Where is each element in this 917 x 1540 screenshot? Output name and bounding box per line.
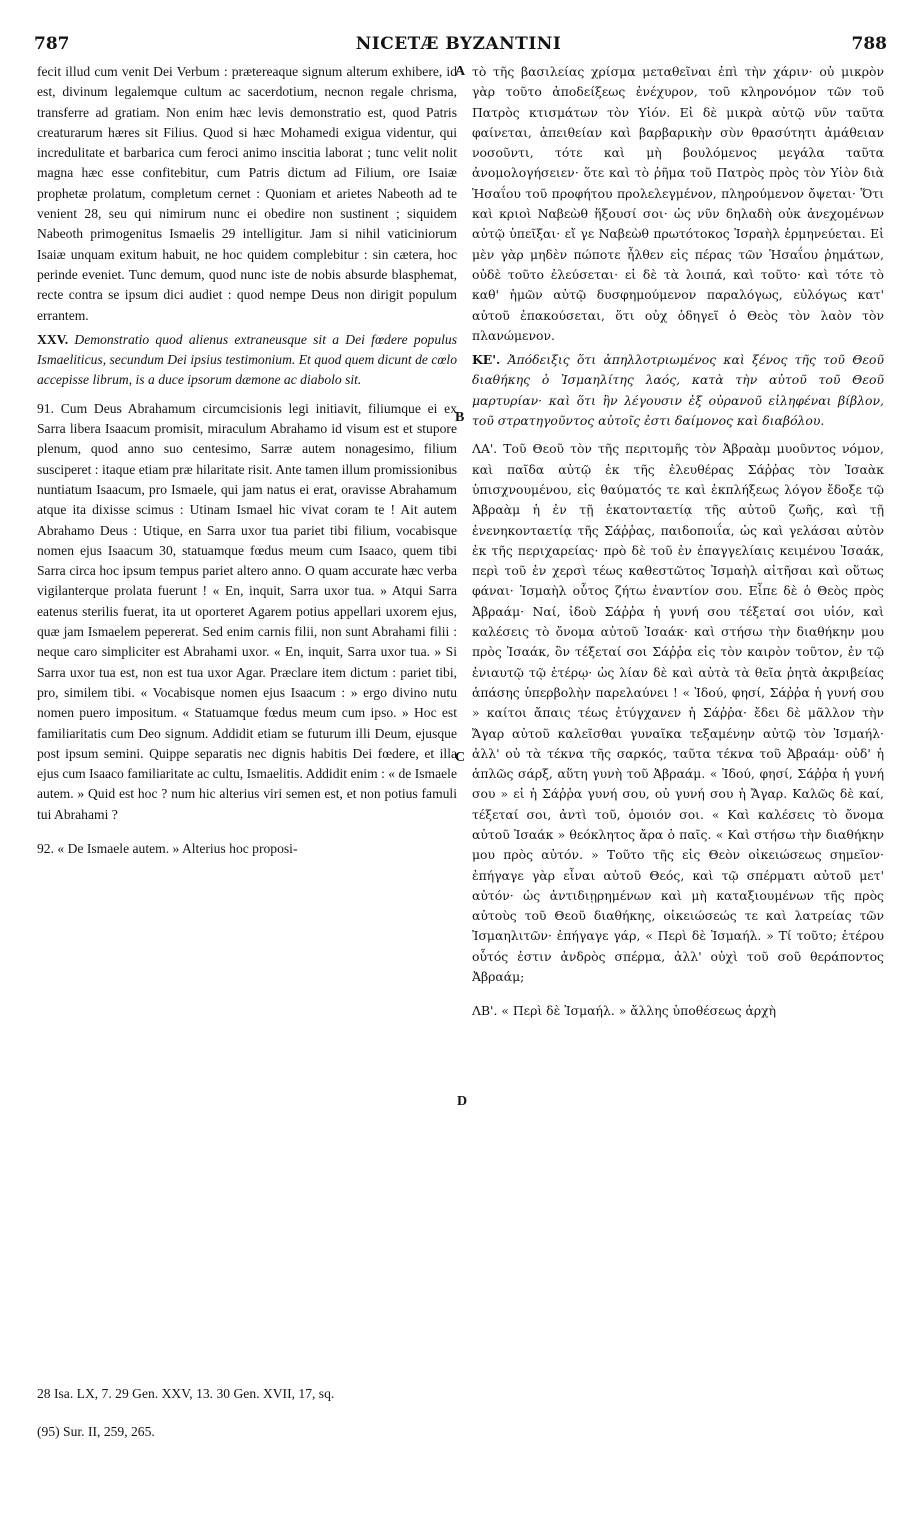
footnote-line: 28 Isa. LX, 7. 29 Gen. XXV, 13. 30 Gen. XVII, 17, sq. [37, 1386, 335, 1401]
greek-paragraph: τὸ τῆς βασιλείας χρίσμα μεταθεῖναι ἐπὶ τὴν χάριν· οὐ μικρὸν γὰρ τοῦτο ἀποδείξεως ἐνέχυρον, τοῦ κληρονόμον τῶν τοῦ Πατρὸς κτισμάτων τὸν Υἱόν. Εἰ δὲ μικρὰ αὐτῷ νῦν ταῦτα φαίνεται, ἀπειθείαν καὶ βαρβαρικὴν σὺν θρασύτητι ἀμάθειαν νοσοῦντι, τότε καὶ μὴ βουλόμενος μεγάλα ταῦτα ἀνομολογήσειεν· ὅτε καὶ τὸ ῥῆμα τοῦ Πατρὸς πρὸς τὸν Υἱὸν διὰ Ἡσαΐου τοῦ προφήτου προλελεγμένον, πληρούμενον ὄψεται· Ὅτι καὶ κριοὶ Ναβεὼθ ἥξουσί σοι· ὡς νῦν δηλαδὴ οὐκ ἀνεχομένων αὐτῷ ὑπεῖξαι· εἴ γε Ναβεὼθ πρωτότοκος Ἰσραὴλ ἑρμηνεύεται. Εἰ μὲν γὰρ μηδὲν πώποτε ἦλθεν εἰς πέρας τῶν Ἡσαΐου ῥημάτων, οὐδὲ τοῦτο ἐλεύσεται· εἰ δὲ τὰ λοιπά, καὶ τοῦτο· καὶ τότε τὸ καθ' ἡμῶν αὐτῷ δυσφημούμενον παραλόγως, εὐλόγως κατ' αὐτοῦ ἐπακούσεται, ὅτι οὐχ ὁδηγεῖ ὁ Θεὸς τὸν λαὸν τὸν πλανώμενον. [472, 64, 884, 343]
page-number-right: 788 [851, 34, 887, 54]
latin-section-heading [37, 330, 457, 391]
greek-section-heading [472, 350, 884, 431]
latin-paragraph: 92. « De Ismaele autem. » Alterius hoc proposi- [37, 840, 298, 856]
footnotes [37, 1386, 497, 1462]
latin-section-number: XXV. [37, 331, 69, 347]
latin-paragraph: 91. Cum Deus Abrahamum circumcisionis legi initiavit, filiumque ei ex Sarra libera Isaacum promisit, miraculum Abrahamo id visum est et stupore plenum, quod anno suo centesimo, Sarræ autem nonagesimo, filium susciperet : itaque etiam præ hilaritate risit. Ante tamen illum promissionibus nuntiatum Isaacum, pro Ismaele, qui jam natus ei erat, oravisse Abrahamum atque ita dixisse scimus : Utinam Ismael hic vivat coram te ! Ait autem Abrahamo Deus : Utique, en Sarra uxor tua pariet tibi filium, vocabisque nomen ejus Isaacum 30, statuamque fœdus meum cum Isaaco, quem tibi Sarra circa hoc ipsum tempus pariet altero anno. O quam accurate hæc verba vigilanterque prolata fuerunt ! « En, inquit, Sarra uxor tua. » Atqui Sarra eatenus sterilis fuerat, ita ut oporteret Agarem potius appellari uxorem ejus, quæ jam Ismaelem pepererat. Sed enim carnis filii, non sunt Abrahami filii : neque caro simpliciter est Abrahami uxor. « En, inquit, Sarra uxor tua. » Si Sarra uxor tua est, non est tua uxor Agar. Præclare item dictum : pariet tibi, pro, similem tibi. « Vocabisque nomen ejus Isaacum : » ergo divino nutu nomen puero impositum. « Statuamque fœdus meum cum ipso. » Hoc est familiaritatis cum Deo signum. Addidit etiam se futurum illi Deum, ejusque post ipsum semini. Quippe separatis nec dignis habitis Dei fœdere, et illa ejus cum Isaaco familiaritate ac cultu, Ismaelitis. Addidit enim : « de Ismaele autem. » Quid est hoc ? num hic alterius viri semen est, et non potius famuli tui Abrahami ? [37, 400, 457, 822]
greek-column [472, 62, 884, 1022]
latin-paragraph: fecit illud cum venit Dei Verbum : prætereaque signum alterum exhibere, id est, divinum legalemque cultum ac sacerdotium, necnon regale chrisma, transferre ad gratiam. Non enim hæc levis demonstratio est, quod Patris creaturarum hæres sit Filius. Quod si hæc Mohamedi exigua videntur, qui incredulitate et barbarica cum feroci animo inscitia laborat ; tunc velit nolit magna hæc esse confitebitur, cum Patris dictum ad Filium, ore Isaiæ prophetæ prolatum, completum cernet : Quoniam et arietes Nabeoth ad te venient 28, seu qui nimirum nunc ei obedire non sustinent ; siquidem Nabeoth primogenitus Ismaelis 29 intelligitur. Jam si nihil vaticiniorum Isaiæ unquam exitum habuit, ne hoc quidem complebitur : sin cætera, hoc perinde eveniet. Tunc demum, quod nunc iste de nobis absurde blasphemat, recte contra se ipsum dici audiet : quod nempe Deus non dirigit populum errantem. [37, 64, 457, 323]
running-title: NICETÆ BYZANTINI [355, 34, 562, 54]
margin-letter-c: C [455, 750, 466, 765]
margin-letter-d: D [457, 1094, 468, 1109]
latin-section-title: Demonstratio quod alienus extraneusque sit a Dei fœdere populus Ismaeliticus, secundum Dei ipsius testimonium. Et quod quem dicunt de cœlo accepisse librum, is a duce ipsorum dæmone ac diabolo sit. [37, 331, 457, 388]
greek-paragraph: ΛΑ'. Τοῦ Θεοῦ τὸν τῆς περιτομῆς τὸν Ἀβραὰμ μυοῦντος νόμον, καὶ παῖδα αὐτῷ ἐκ τῆς ἐλευθέρας Σάῤῥας τὸν Ἰσαὰκ ὑπισχνουμένου, εἰς θαύματός τε καὶ ἐκπλήξεως λόγον ἔδοξε τῷ Ἀβραὰμ ἡ ἐν τῇ ἑκατονταετίᾳ τῆς αὐτοῦ ζωῆς, καὶ τῇ ἐνενηκονταετίᾳ τῆς Σάῤῥας, παιδοποιΐα, ὡς καὶ γελάσαι αὐτὸν ἐκ τῆς περιχαρείας· πρὸ δὲ τοῦ ἐν ἐπαγγελίαις κειμένου Ἰσαάκ, περὶ τοῦ ἐν χερσὶ τέως καθεστῶτος Ἰσμαὴλ αἰτῆσαι καὶ οὕτως φάναι· Ἰσμαὴλ οὗτος ζήτω ἐναντίον σου. Εἶπε δὲ ὁ Θεὸς πρὸς Ἀβραάμ· Ναί, ἰδοὺ Σάῤῥα ἡ γυνή σου τέξεταί σοι υἱόν, καὶ καλέσεις τὸ ὄνομα αὐτοῦ Ἰσαάκ· καὶ στήσω τὴν διαθήκην μου πρὸς Ἰσαάκ, ὃν τέξεταί σοι Σάῤῥα εἰς τὸν καιρὸν τοῦτον, ἐν τῷ ἐνιαυτῷ τῷ ἑτέρῳ· ὡς λίαν δὲ καὶ αὐτὰ τὰ θεῖα ῥητὰ ἀκριβείας ἁπάσης ὑπερβολὴν παρελαύνει ! « Ἰδού, φησί, Σάῤῥα ἡ γυνή σου » καίτοι ἄπαις τέως ἐτύγχανεν ἡ Σάῤῥα· ἔδει δὲ μᾶλλον τὴν Ἄγαρ αὐτοῦ καλεῖσθαι γυναῖκα τεξαμένην αὐτῷ τὸν Ἰσμαήλ· ἀλλ' οὐ τὰ τέκνα τῆς σαρκός, ταῦτα τέκνα τοῦ Ἀβραάμ· οὐδ' ἡ ἁπλῶς σάρξ, αὕτη γυνὴ τοῦ Ἀβραάμ. « Ἰδού, φησί, Σάῤῥα ἡ γυνή σου » εἰ ἡ Σάῤῥα γυνή σου, οὐ γυνή σου ἡ Ἄγαρ. Καλῶς δὲ καί, τέξεταί σοι, ἀντὶ τοῦ, ὁμοιόν σοι. « Καὶ καλέσεις τὸ ὄνομα αὐτοῦ Ἰσαάκ » θεόκλητος ἄρα ὁ παῖς. « Καὶ στήσω τὴν διαθήκην μου πρὸς αὐτόν. » Τοῦτο τῆς εἰς Θεὸν οἰκειώσεως σημεῖον· ἐπήγαγε γὰρ εἶναι αὐτοῦ Θεός, καὶ τῷ σπέρματι αὐτοῦ μετ' αὐτόν· ὡς ἀντιδιῃρημένων καὶ μὴ καταξιουμένων τῆς πρὸς αὐτοὺς τοῦ Θεοῦ διαθήκης, οἰκειώσεώς τε καὶ λατρείας τῶν Ἰσμαηλιτῶν· ἐπήγαγε γάρ, « Περὶ δὲ Ἰσμαήλ. » Τί τοῦτο; ἑτέρου οὗτός ἐστιν ἀνδρὸς σπέρμα, ἀλλ' οὐχὶ τοῦ σοῦ θεράποντος Ἀβραάμ; [472, 441, 884, 985]
footnote-line: (95) Sur. II, 259, 265. [37, 1424, 155, 1439]
greek-paragraph: ΛΒ'. « Περὶ δὲ Ἰσμαήλ. » ἄλλης ὑποθέσεως ἀρχὴ [472, 1003, 777, 1019]
greek-section-number: ΚΕ'. [472, 352, 501, 368]
page-number-left: 787 [34, 34, 70, 54]
margin-letter-b: B [455, 410, 465, 425]
latin-column [37, 62, 457, 859]
greek-section-title: Ἀπόδειξις ὅτι ἀπηλλοτριωμένος καὶ ξένος τῆς τοῦ Θεοῦ διαθήκης ὁ Ἰσμαηλίτης λαός, κατὰ τὴν αὐτοῦ τοῦ Θεοῦ μαρτυρίαν· καὶ ὅτι ἣν λέγουσιν ἐξ οὐρανοῦ εἰληφέναι βίβλον, τοῦ στρατηγοῦντος αὐτοῖς ἐστι δαίμονος καὶ διαβόλου. [472, 352, 884, 429]
margin-letter-a: A [455, 64, 466, 79]
